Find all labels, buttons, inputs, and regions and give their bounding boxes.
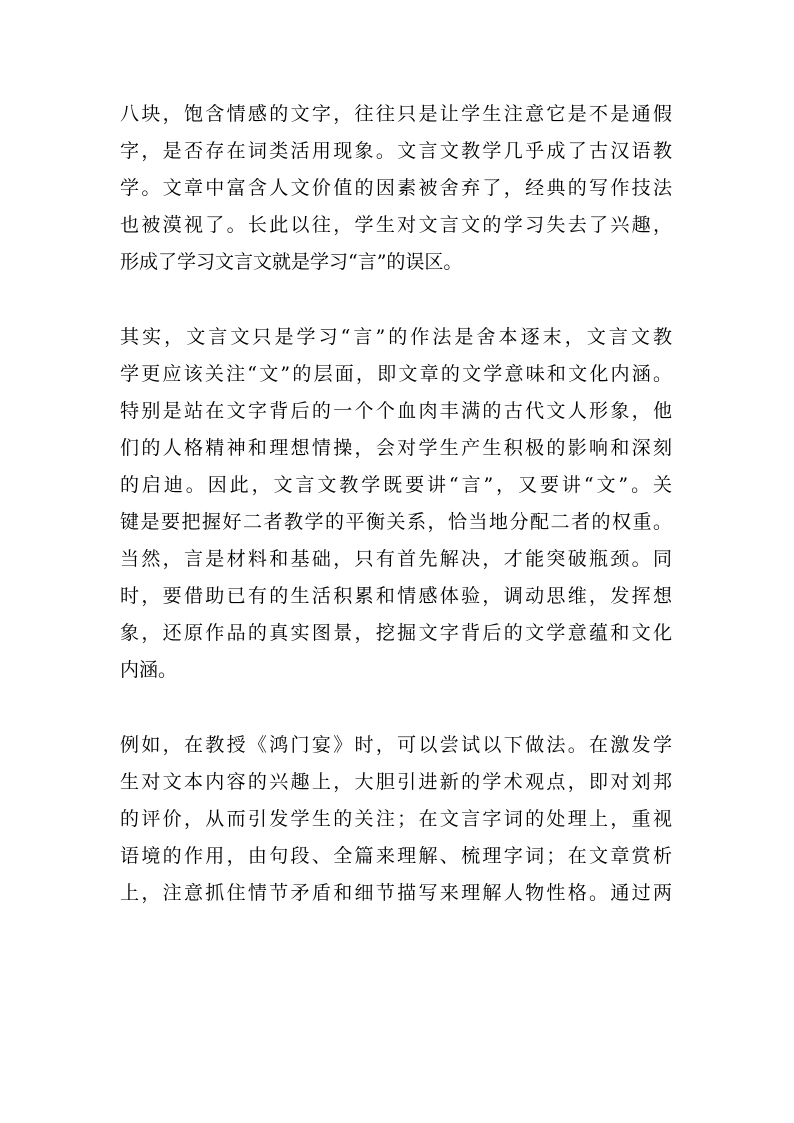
text-line: 象，还原作品的真实图景，挖掘文字背后的文学意蕴和文化 xyxy=(120,622,672,644)
text-line: 例如，在教授《鸿门宴》时，可以尝试以下做法。在激发学 xyxy=(120,734,672,756)
paragraph-gap xyxy=(120,689,672,727)
text-line: 当然，言是材料和基础，只有首先解决，才能突破瓶颈。同 xyxy=(120,548,672,570)
text-line: 形成了学习文言文就是学习“言”的误区。 xyxy=(120,251,463,273)
paragraph-gap xyxy=(120,281,672,319)
paragraph-3 xyxy=(120,727,672,912)
text-line: 的评价，从而引发学生的关注；在文言字词的处理上，重视 xyxy=(120,808,672,830)
text-line: 键是要把握好二者教学的平衡关系，恰当地分配二者的权重。 xyxy=(120,511,672,533)
text-line: 学。文章中富含人文价值的因素被舍弃了，经典的写作技法 xyxy=(120,177,672,199)
text-line: 内涵。 xyxy=(120,659,178,681)
text-line: 字，是否存在词类活用现象。文言文教学几乎成了古汉语教 xyxy=(120,140,672,162)
text-line: 上，注意抓住情节矛盾和细节描写来理解人物性格。通过两 xyxy=(120,882,672,904)
text-line: 八块，饱含情感的文字，往往只是让学生注意它是不是通假 xyxy=(120,103,672,125)
text-line: 特别是站在文字背后的一个个血肉丰满的古代文人形象，他 xyxy=(120,400,672,422)
paragraph-2 xyxy=(120,319,672,689)
text-line: 其实，文言文只是学习“言”的作法是舍本逐末，文言文教 xyxy=(120,326,672,348)
text-line: 生对文本内容的兴趣上，大胆引进新的学术观点，即对刘邦 xyxy=(120,771,672,793)
text-line: 时，要借助已有的生活积累和情感体验，调动思维，发挥想 xyxy=(120,585,672,607)
text-line: 学更应该关注“文”的层面，即文章的文学意味和文化内涵。 xyxy=(120,363,672,385)
text-line: 的启迪。因此，文言文教学既要讲“言”，又要讲“文”。关 xyxy=(120,474,672,496)
text-line: 也被漠视了。长此以往，学生对文言文的学习失去了兴趣， xyxy=(120,214,672,236)
paragraph-1 xyxy=(120,96,672,281)
text-line: 们的人格精神和理想情操，会对学生产生积极的影响和深刻 xyxy=(120,437,672,459)
text-line: 语境的作用，由句段、全篇来理解、梳理字词；在文章赏析 xyxy=(120,845,672,867)
document-page xyxy=(120,96,672,912)
